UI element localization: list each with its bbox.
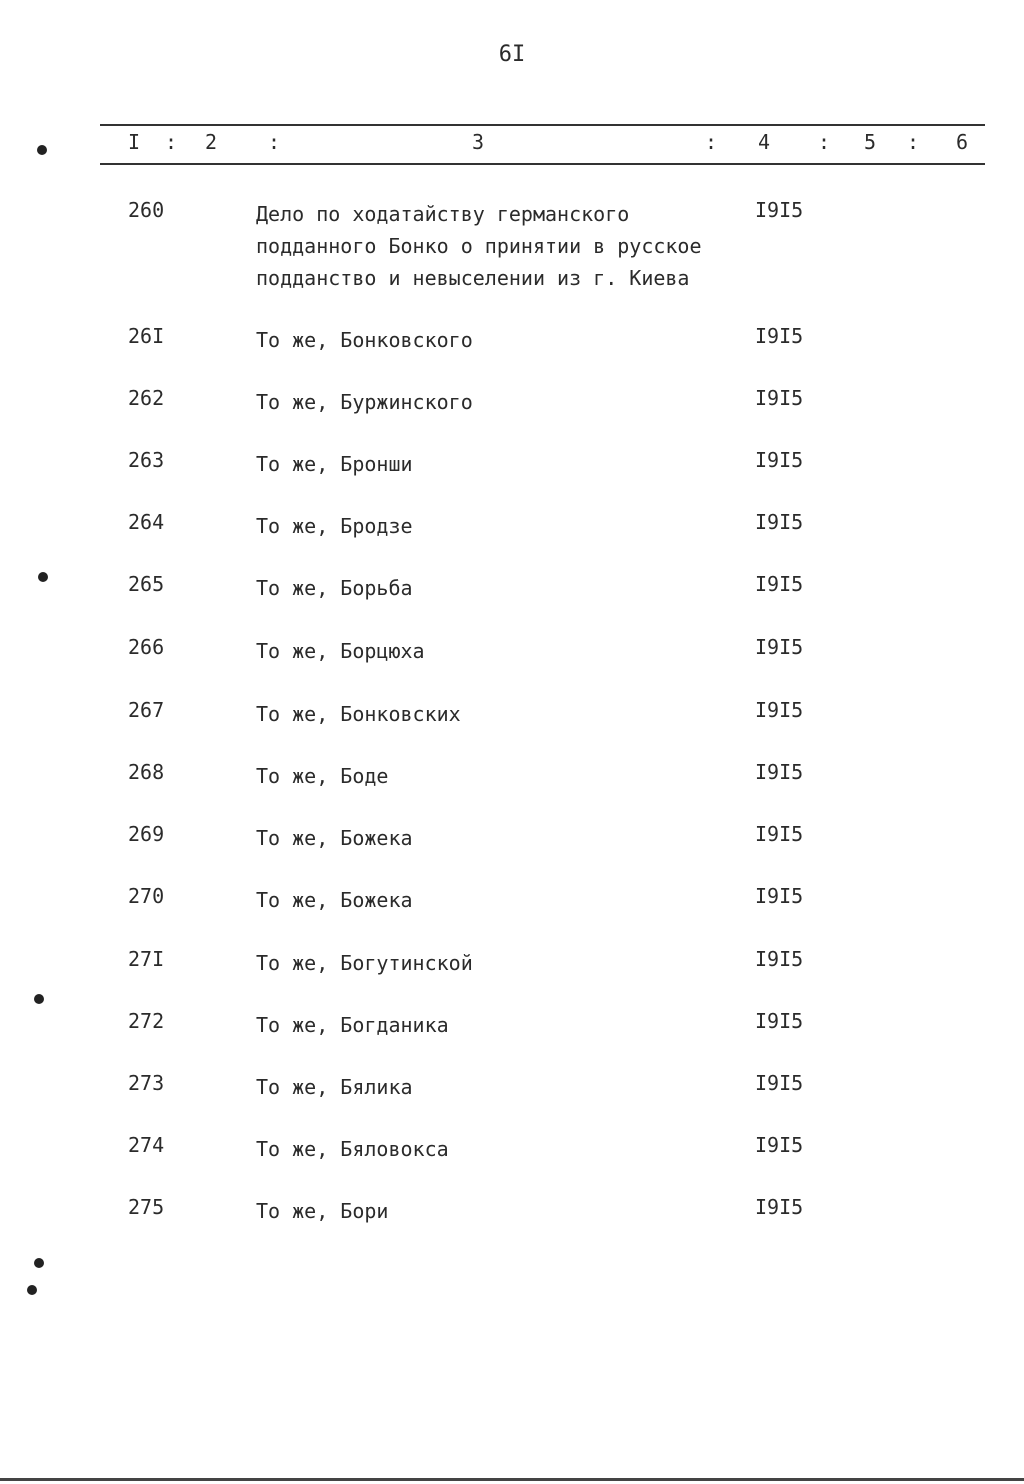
- header-separator: :: [818, 130, 831, 154]
- row-number: 270: [128, 884, 165, 908]
- header-col-3: 3: [472, 130, 485, 154]
- row-description: То же, Бродзе: [256, 514, 413, 538]
- row-year: I9I5: [755, 884, 804, 908]
- header-col-2: 2: [205, 130, 218, 154]
- row-number: 269: [128, 822, 165, 846]
- header-col-6: 6: [956, 130, 969, 154]
- header-separator: :: [705, 130, 718, 154]
- row-description: То же, Божека: [256, 888, 413, 912]
- punch-hole-mark: [34, 1258, 44, 1268]
- row-number: 265: [128, 572, 165, 596]
- header-rule-bottom: [100, 163, 985, 165]
- row-description: То же, Бонковского: [256, 328, 473, 352]
- row-year: I9I5: [755, 572, 804, 596]
- row-description: То же, Бяловокса: [256, 1137, 449, 1161]
- row-number: 266: [128, 635, 165, 659]
- punch-hole-mark: [38, 572, 48, 582]
- row-number: 274: [128, 1133, 165, 1157]
- row-description: То же, Богданика: [256, 1013, 449, 1037]
- bottom-edge-line: [0, 1478, 1024, 1481]
- row-year: I9I5: [755, 386, 804, 410]
- row-year: I9I5: [755, 1009, 804, 1033]
- row-number: 260: [128, 198, 165, 222]
- row-year: I9I5: [755, 698, 804, 722]
- row-number: 262: [128, 386, 165, 410]
- row-number: 264: [128, 510, 165, 534]
- row-number: 268: [128, 760, 165, 784]
- row-description: Дело по ходатайству германского подданного Бонко о принятии в русское подданство и невыселении из г. Киева: [256, 202, 702, 290]
- row-year: I9I5: [755, 1133, 804, 1157]
- header-separator: :: [165, 130, 178, 154]
- row-description: То же, Бори: [256, 1199, 389, 1223]
- row-description: То же, Богутинской: [256, 951, 473, 975]
- header-separator: :: [268, 130, 281, 154]
- row-number: 27I: [128, 947, 165, 971]
- row-description: То же, Борьба: [256, 576, 413, 600]
- row-description: То же, Боде: [256, 764, 389, 788]
- header-col-1: I: [128, 130, 141, 154]
- row-year: I9I5: [755, 947, 804, 971]
- header-rule-top: [100, 124, 985, 126]
- row-description: То же, Бонковских: [256, 702, 461, 726]
- row-year: I9I5: [755, 760, 804, 784]
- row-number: 267: [128, 698, 165, 722]
- punch-hole-mark: [27, 1285, 37, 1295]
- row-description: То же, Бронши: [256, 452, 413, 476]
- header-col-4: 4: [758, 130, 771, 154]
- row-number: 275: [128, 1195, 165, 1219]
- row-year: I9I5: [755, 324, 804, 348]
- row-year: I9I5: [755, 822, 804, 846]
- row-year: I9I5: [755, 635, 804, 659]
- row-number: 273: [128, 1071, 165, 1095]
- row-number: 26I: [128, 324, 165, 348]
- row-year: I9I5: [755, 510, 804, 534]
- row-number: 263: [128, 448, 165, 472]
- punch-hole-mark: [37, 145, 47, 155]
- row-year: I9I5: [755, 448, 804, 472]
- row-description: То же, Борцюха: [256, 639, 425, 663]
- row-year: I9I5: [755, 1195, 804, 1219]
- row-description: То же, Буржинского: [256, 390, 473, 414]
- punch-hole-mark: [34, 994, 44, 1004]
- row-number: 272: [128, 1009, 165, 1033]
- row-year: I9I5: [755, 198, 804, 222]
- page-number: 6I: [498, 42, 526, 67]
- row-description: То же, Бялика: [256, 1075, 413, 1099]
- row-year: I9I5: [755, 1071, 804, 1095]
- header-separator: :: [907, 130, 920, 154]
- row-description: То же, Божека: [256, 826, 413, 850]
- header-col-5: 5: [864, 130, 877, 154]
